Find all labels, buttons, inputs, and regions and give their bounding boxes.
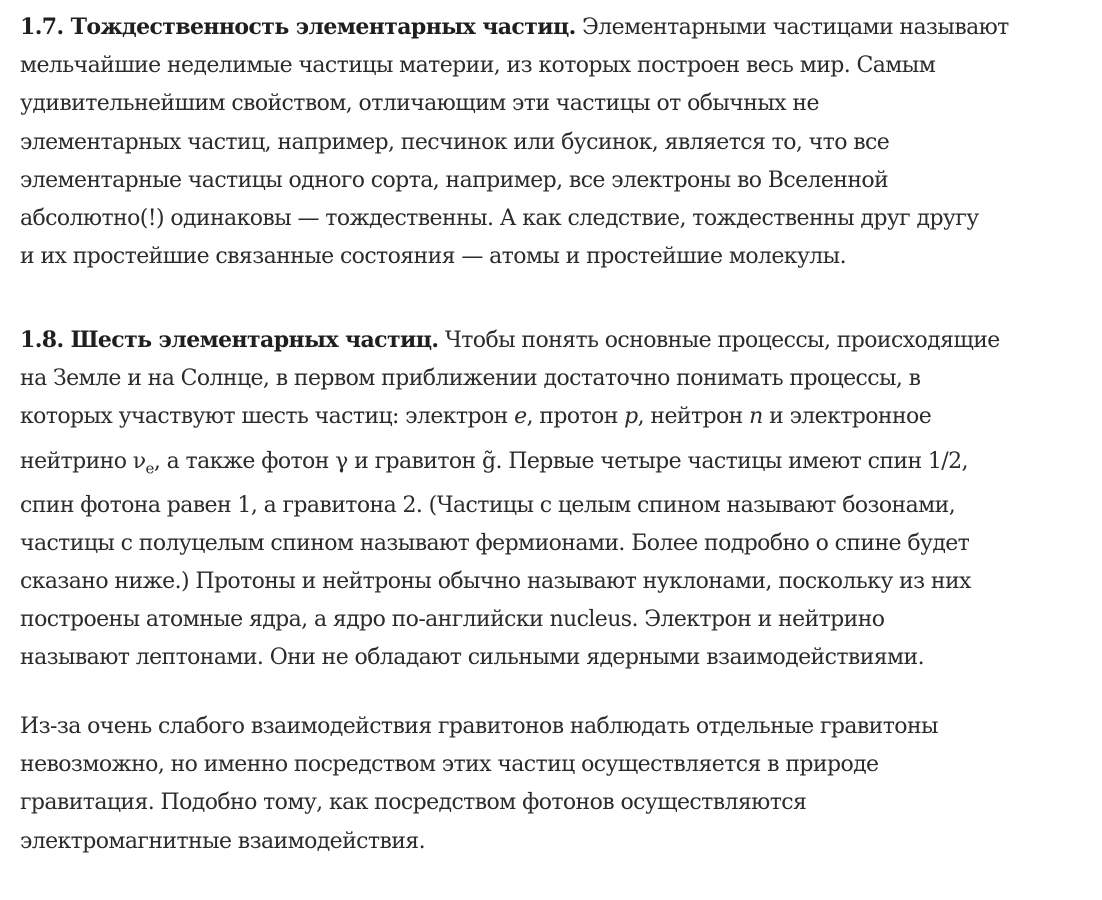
text-line [20,321,1000,360]
text-line: элементарных частиц, например, песчинок или бусинок, является то, что все [20,129,890,155]
text-line: частицы с полуцелым спином называют фермионами. Более подробно о спине будет [20,530,970,556]
section-heading: 1.8. Шесть элементарных частиц. [20,327,439,353]
text-line: гравитация. Подобно тому, как посредством фотонов осуществляются [20,790,807,816]
text-line: на Земле и на Солнце, в первом приближении достаточно понимать процессы, в [20,366,921,392]
text-line: удивительнейшим свойством, отличающим эти частицы от обычных не [20,91,819,117]
paragraph-six-particles [20,321,1000,678]
text-fragment: нейтрино [20,448,133,474]
text-fragment: , протон [526,404,625,430]
paragraph-gravitons [20,708,938,861]
text-fragment: которых участвуют шесть частиц: электрон [20,404,515,430]
text-line: элементарные частицы одного сорта, например, все электроны во Вселенной [20,167,889,193]
text-line: называют лептонами. Они не обладают сильными ядерными взаимодействиями. [20,645,925,671]
text-line: и их простейшие связанные состояния — атомы и простейшие молекулы. [20,244,846,270]
text-fragment: Элементарными частицами называют [575,15,1009,40]
paragraph-identity-of-particles [20,8,1009,276]
text-fragment: и гравитон [347,448,483,474]
text-fragment: Чтобы понять основные процессы, происходящие [438,328,1000,353]
text-fragment: , нейтрон [637,404,750,430]
electron-symbol: e [514,404,527,430]
graviton-symbol: g̃ [482,448,496,474]
text-fragment: . Первые четыре частицы имеют спин 1/2, [495,448,968,474]
text-fragment: , а также фотон [153,448,336,474]
text-line: построены атомные ядра, а ядро по-английски nucleus. Электрон и нейтрино [20,607,885,633]
section-heading: 1.7. Тождественность элементарных частиц. [20,14,576,40]
text-line: абсолютно(!) одинаковы — тождественны. А как следствие, тождественны друг другу [20,206,979,232]
text-line: невозможно, но именно посредством этих частиц осуществляется в природе [20,752,879,778]
neutron-symbol: n [749,404,763,430]
text-line [20,437,1000,487]
text-line [20,398,1000,436]
text-fragment: и электронное [762,404,932,430]
text-line: электромагнитные взаимодействия. [20,828,425,854]
text-line: мельчайшие неделимые частицы материи, из которых построен весь мир. Самым [20,53,936,79]
photon-symbol: γ [335,448,348,474]
text-line: Из-за очень слабого взаимодействия гравитонов наблюдать отдельные гравитоны [20,714,938,739]
text-line [20,8,1009,47]
text-line: сказано ниже.) Протоны и нейтроны обычно называют нуклонами, поскольку из них [20,569,971,595]
text-line: спин фотона равен 1, а гравитона 2. (Частицы с целым спином называют бозонами, [20,492,956,518]
neutrino-symbol: ν [132,448,146,474]
proton-symbol: p [624,404,638,430]
neutrino-subscript: e [145,459,154,477]
